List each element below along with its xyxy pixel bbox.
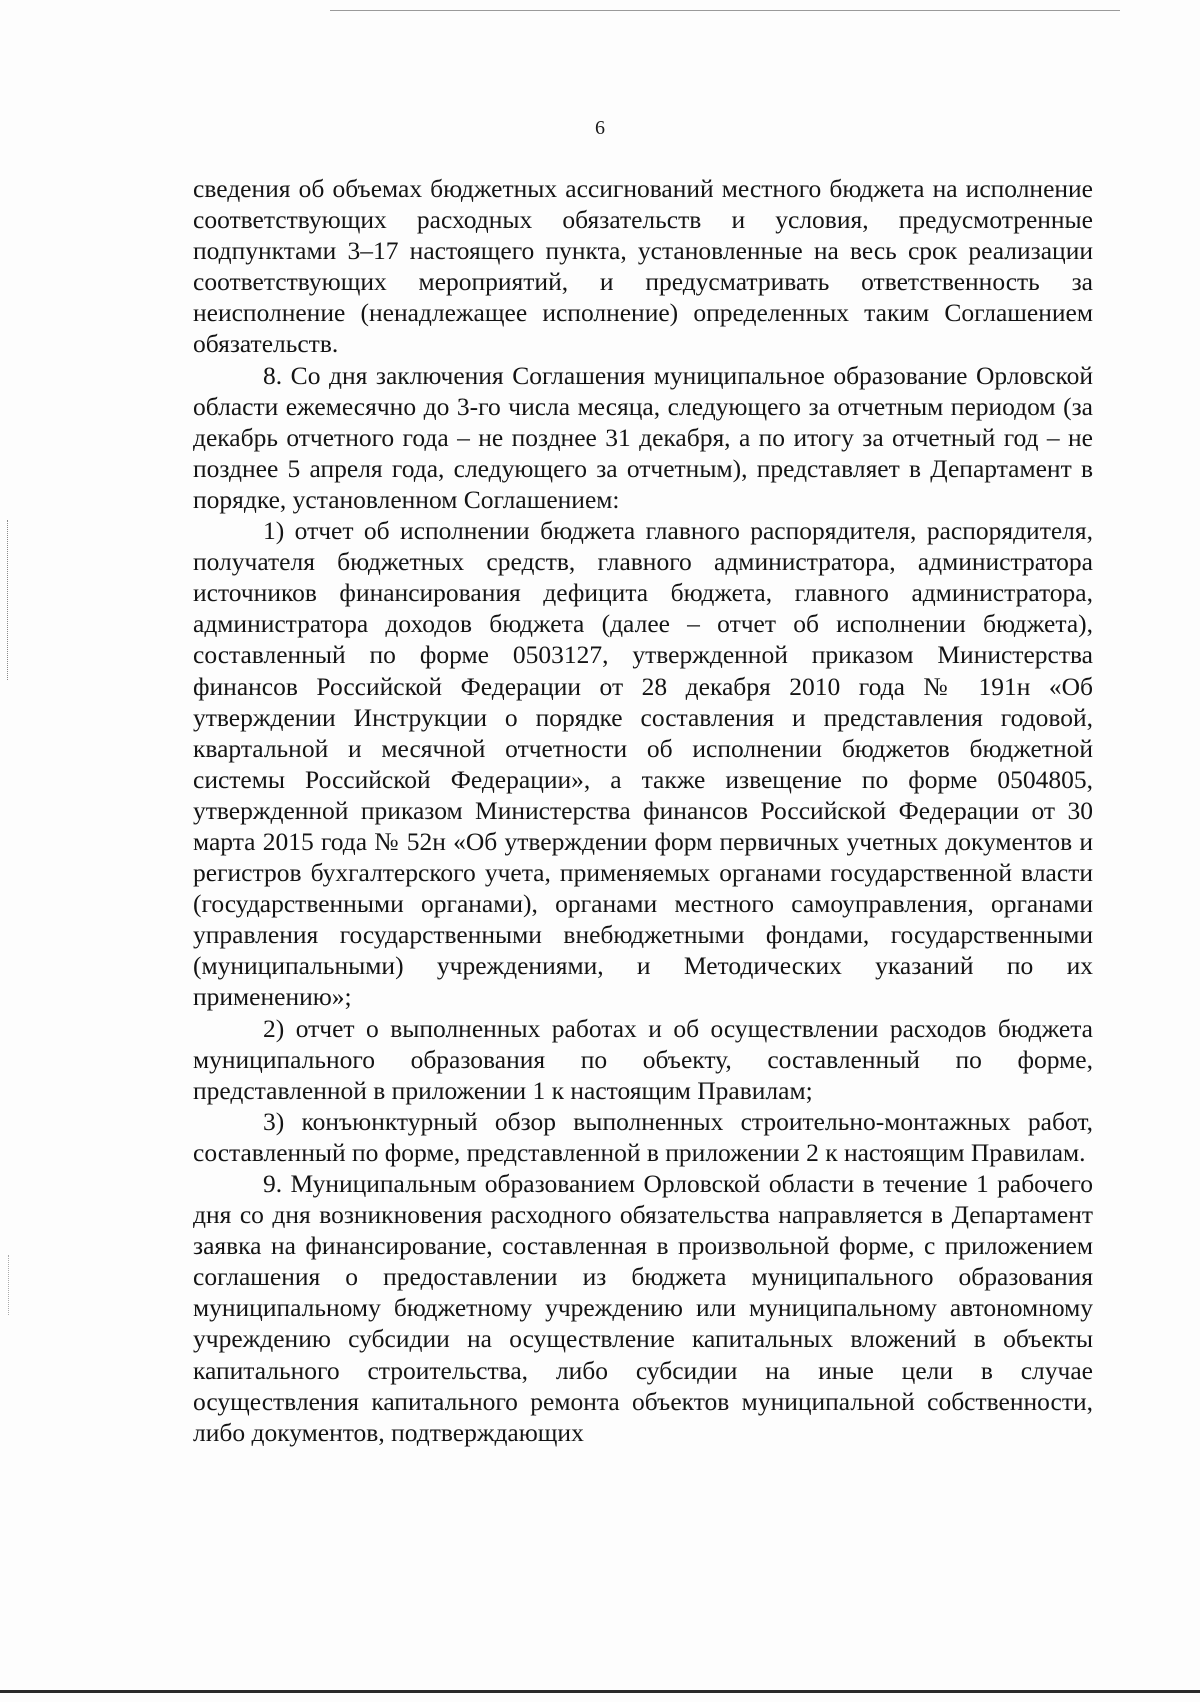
page-number: 6 xyxy=(595,117,605,139)
scan-top-edge xyxy=(330,10,1120,11)
scan-bottom-edge xyxy=(0,1690,1200,1693)
paragraph-subitem-1: 1) отчет об исполнении бюджета главного распорядителя, распорядителя, получателя бюджетных средств, главного администратора, администратора источников финансирования дефицита бюджета, главного администратора, администратора доходов бюджета (далее – отчет об исполнении бюджета), составленный по форме 0503127, утвержденной приказом Министерства финансов Российской Федерации от 28 декабря 2010 года № 191н «Об утверждении Инструкции о порядке составления и представления годовой, квартальной и месячной отчетности об исполнении бюджетов бюджетной системы Российской Федерации», а также извещение по форме 0504805, утвержденной приказом Министерства финансов Российской Федерации от 30 марта 2015 года № 52н «Об утверждении форм первичных учетных документов и регистров бухгалтерского учета, применяемых органами государственной власти (государственными органами), органами местного самоуправления, органами управления государственными внебюджетными фондами, государственными (муниципальными) учреждениями, и Методических указаний по их применению»; xyxy=(193,516,1093,1012)
paragraph-subitem-3: 3) конъюнктурный обзор выполненных строительно-монтажных работ, составленный по форме, представленной в приложении 2 к настоящим Правилам. xyxy=(193,1106,1093,1167)
scan-margin-marks-lower xyxy=(8,1255,11,1315)
paragraph-subitem-2: 2) отчет о выполненных работах и об осуществлении расходов бюджета муниципального образования по объекту, составленный по форме, представленной в приложении 1 к настоящим Правилам; xyxy=(193,1013,1093,1105)
paragraph-item-9: 9. Муниципальным образованием Орловской области в течение 1 рабочего дня со дня возникновения расходного обязательства направляется в Департамент заявка на финансирование, составленная в произвольной форме, с приложением соглашения о предоставлении из бюджета муниципального образования муниципальному бюджетному учреждению или муниципальному автономному учреждению субсидии на осуществление капитальных вложений в объекты капитального строительства, либо субсидии на иные цели в случае осуществления капитального ремонта объектов муниципальной собственности, либо документов, подтверждающих xyxy=(193,1169,1093,1447)
document-body xyxy=(193,173,1093,1448)
paragraph-item-8: 8. Со дня заключения Соглашения муниципальное образование Орловской области ежемесячно до 3-го числа месяца, следующего за отчетным периодом (за декабрь отчетного года – не позднее 31 декабря, а по итогу за отчетный год – не позднее 5 апреля года, следующего за отчетным), представляет в Департамент в порядке, установленном Соглашением: xyxy=(193,360,1093,514)
paragraph-continuation: сведения об объемах бюджетных ассигнований местного бюджета на исполнение соответствующих расходных обязательств и условия, предусмотренные подпунктами 3–17 настоящего пункта, установленные на весь срок реализации соответствующих мероприятий, и предусматривать ответственность за неисполнение (ненадлежащее исполнение) определенных таким Соглашением обязательств. xyxy=(193,174,1093,359)
scan-margin-marks xyxy=(7,520,10,680)
